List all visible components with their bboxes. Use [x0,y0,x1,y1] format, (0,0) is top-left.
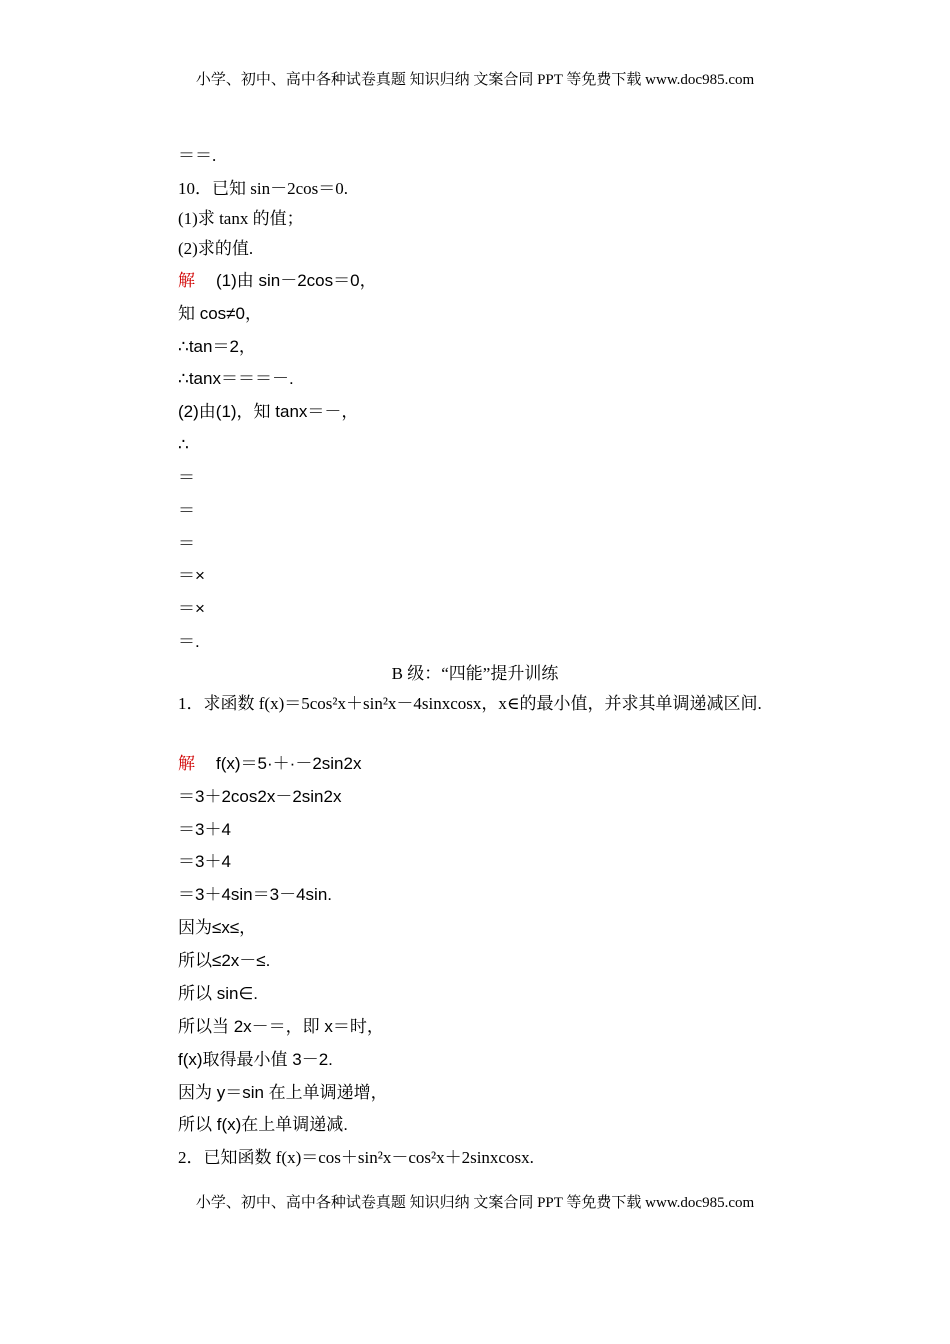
section-title: B 级：“四能”提升训练 [391,664,559,683]
solution-line: ＝ [178,534,195,553]
page-header: 小学、初中、高中各种试卷真题 知识归纳 文案合同 PPT 等免费下载 www.doc985.com [195,72,755,88]
solution-line: ＝× [178,599,205,618]
solution-line: ∴tan＝2， [178,337,256,356]
text-line: ＝＝. [178,146,217,165]
solution-line: 所以当 2x－＝，即 x＝时， [178,1017,384,1036]
solution-line: 因为 y＝sin 在上单调递增， [178,1083,388,1102]
solution-line: ＝× [178,566,205,585]
solution-line: ＝. [178,632,200,651]
solution-line: 因为≤x≤， [178,918,257,937]
solution-line: f(x)＝5·＋·－2sin2x [216,754,362,773]
solution-line: f(x)取得最小值 3－2. [178,1050,333,1069]
solution-line: ＝3＋4 [178,820,231,839]
question-10: 10．已知 sin－2cos＝0. [178,179,348,198]
solution-label: 解 [178,754,195,773]
solution-line: ∴ [178,435,189,454]
question-2: 2．已知函数 f(x)＝cos＋sin²x－cos²x＋2sinxcosx. [178,1148,534,1167]
page-footer: 小学、初中、高中各种试卷真题 知识归纳 文案合同 PPT 等免费下载 www.doc985.com [195,1195,755,1211]
solution-line: ＝3＋4sin＝3－4sin. [178,885,333,904]
solution-line: ∴tanx＝＝＝－. [178,369,294,388]
question-1: 1．求函数 f(x)＝5cos²x＋sin²x－4sinxcosx，x∈的最小值，并求其单调递减区间. [178,694,762,713]
solution-line: ＝3＋2cos2x－2sin2x [178,787,342,806]
question-10-part-2: (2)求的值. [178,239,254,258]
solution-line: (2)由(1)，知 tanx＝－， [178,402,359,421]
solution-line: 所以≤2x－≤. [178,951,271,970]
question-10-part-1: (1)求 tanx 的值； [178,209,304,228]
solution-line: ＝3＋4 [178,852,231,871]
solution-line: 所以 f(x)在上单调递减. [178,1115,348,1134]
solution-line: 知 cos≠0， [178,304,262,323]
solution-label: 解 [178,271,195,290]
solution-line: ＝ [178,468,195,487]
solution-line: ＝ [178,501,195,520]
solution-line: 所以 sin∈. [178,984,258,1003]
solution-line: (1)由 sin－2cos＝0， [216,271,377,290]
